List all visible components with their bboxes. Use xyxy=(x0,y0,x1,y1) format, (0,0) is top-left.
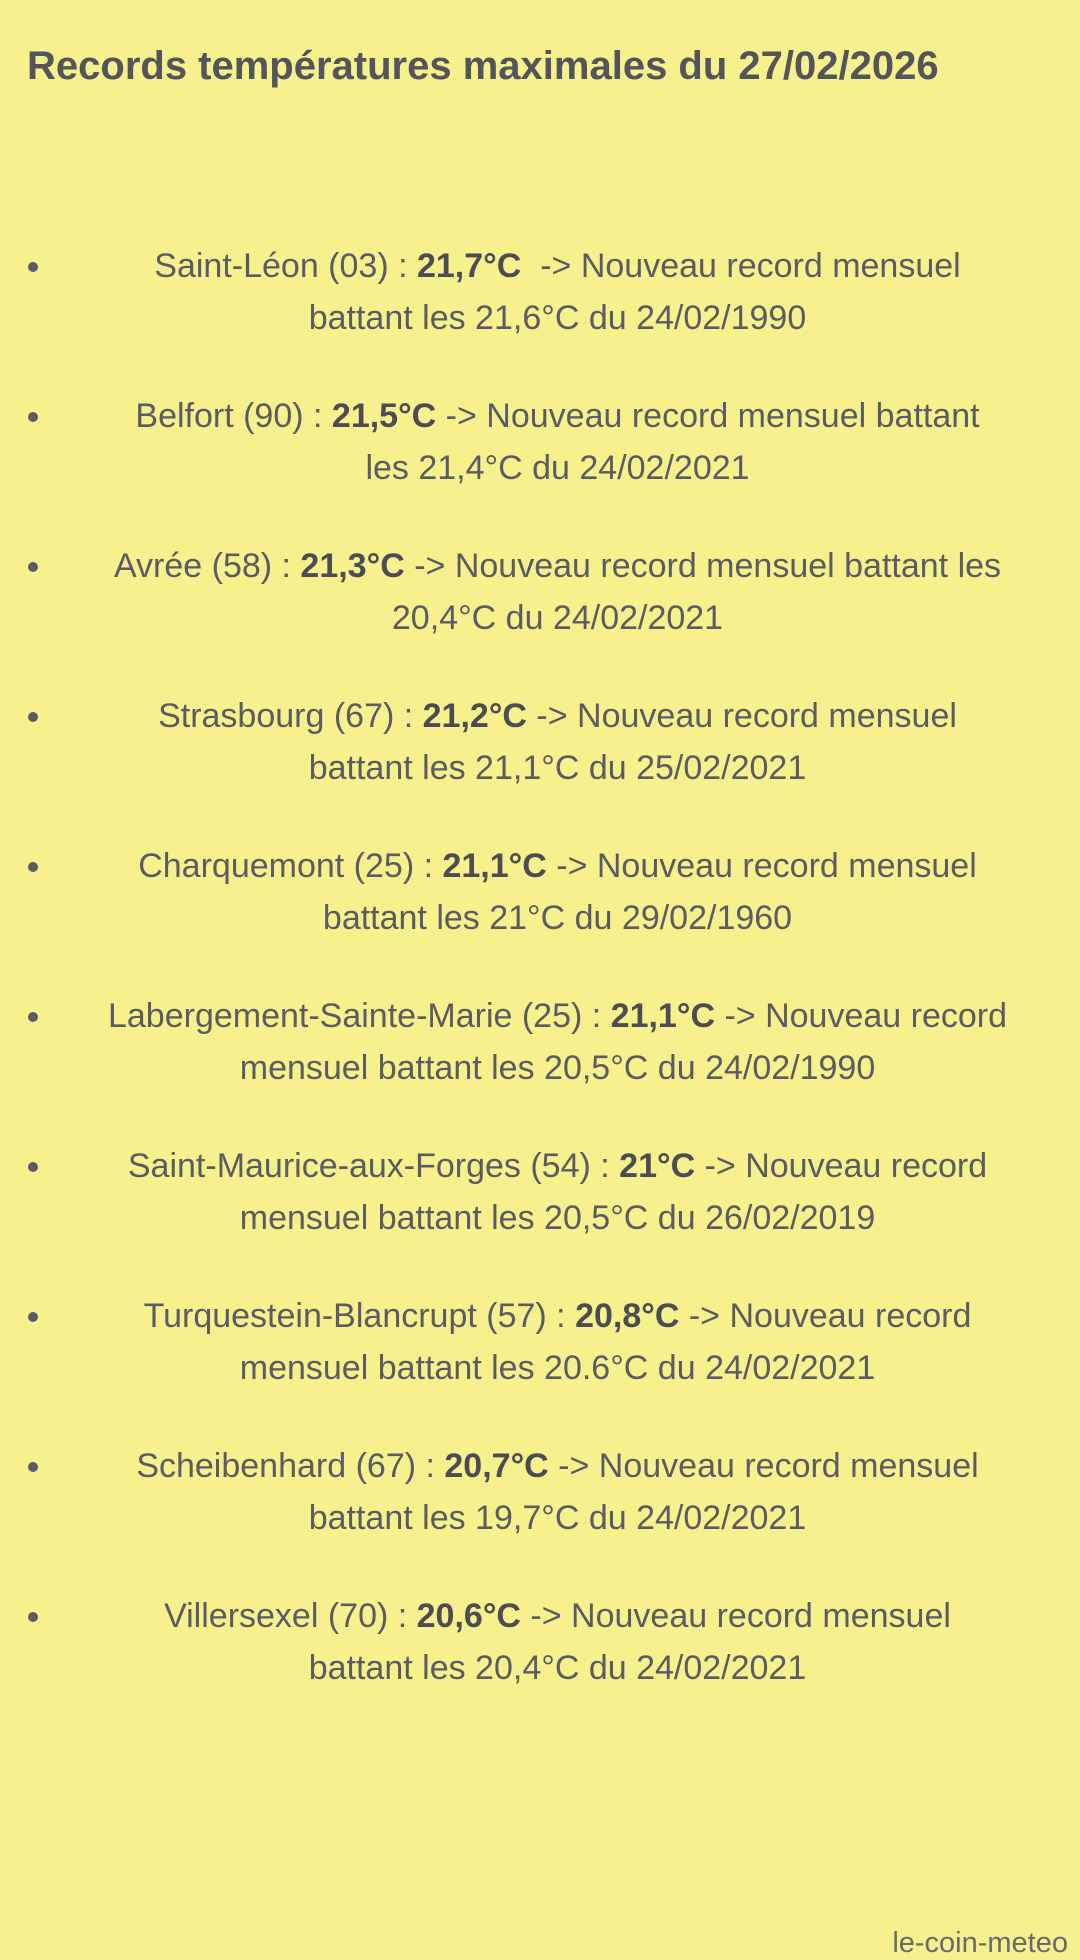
record-prefix: Turquestein-Blancrupt (57) : xyxy=(143,1297,576,1335)
record-prefix: Strasbourg (67) : xyxy=(158,697,423,735)
record-line-1 xyxy=(55,240,1060,292)
record-temperature: 21,5°C xyxy=(331,397,437,435)
record-line-2: 20,4°C du 24/02/2021 xyxy=(391,599,724,637)
record-prefix: Saint-Maurice-aux-Forges (54) : xyxy=(127,1147,620,1185)
record-prefix: Scheibenhard (67) : xyxy=(136,1447,445,1485)
record-description: -> Nouveau record mensuel battant xyxy=(436,397,980,435)
record-description: -> Nouveau record xyxy=(715,997,1007,1035)
record-description: -> Nouveau record mensuel battant les xyxy=(404,547,1002,585)
record-temperature: 21,7°C xyxy=(416,247,522,285)
record-item xyxy=(55,690,1060,794)
record-line-1 xyxy=(55,1590,1060,1642)
record-prefix: Avrée (58) : xyxy=(113,547,301,585)
record-item xyxy=(55,540,1060,644)
record-temperature: 21,1°C xyxy=(442,847,547,885)
record-line-2: battant les 19,7°C du 24/02/2021 xyxy=(308,1499,807,1537)
record-line-2: mensuel battant les 20,5°C du 26/02/2019 xyxy=(239,1199,876,1237)
record-line-2: les 21,4°C du 24/02/2021 xyxy=(365,449,750,487)
record-item xyxy=(55,1290,1060,1394)
record-line-1 xyxy=(55,390,1060,442)
record-line-2: mensuel battant les 20,5°C du 24/02/1990 xyxy=(239,1049,876,1087)
record-item xyxy=(55,390,1060,494)
record-line-2: battant les 21°C du 29/02/1960 xyxy=(322,899,793,937)
record-temperature: 20,6°C xyxy=(416,1597,521,1635)
record-temperature: 20,7°C xyxy=(444,1447,549,1485)
record-description: -> Nouveau record xyxy=(695,1147,988,1185)
record-temperature: 21,3°C xyxy=(300,547,405,585)
footer-credit: le-coin-meteo xyxy=(892,1927,1068,1959)
record-item xyxy=(55,840,1060,944)
record-description: -> Nouveau record mensuel xyxy=(520,1597,951,1635)
record-line-1 xyxy=(55,1140,1060,1192)
record-temperature: 20,8°C xyxy=(575,1297,680,1335)
record-line-1 xyxy=(55,1290,1060,1342)
record-description: -> Nouveau record mensuel xyxy=(548,1447,979,1485)
record-line-1 xyxy=(55,1440,1060,1492)
record-temperature: 21°C xyxy=(619,1147,696,1185)
record-description: -> Nouveau record mensuel xyxy=(546,847,977,885)
record-line-2: mensuel battant les 20.6°C du 24/02/2021 xyxy=(239,1349,876,1387)
record-item xyxy=(55,1140,1060,1244)
record-line-2: battant les 20,4°C du 24/02/2021 xyxy=(308,1649,807,1687)
record-temperature: 21,1°C xyxy=(610,997,715,1035)
record-prefix: Belfort (90) : xyxy=(135,397,332,435)
record-line-2: battant les 21,1°C du 25/02/2021 xyxy=(308,749,807,787)
record-item xyxy=(55,240,1060,344)
record-prefix: Villersexel (70) : xyxy=(164,1597,417,1635)
record-item xyxy=(55,1590,1060,1694)
record-line-1 xyxy=(55,990,1060,1042)
record-line-1 xyxy=(55,690,1060,742)
record-temperature: 21,2°C xyxy=(422,697,527,735)
record-line-1 xyxy=(55,840,1060,892)
record-line-1 xyxy=(55,540,1060,592)
record-prefix: Saint-Léon (03) : xyxy=(154,247,417,285)
record-description: -> Nouveau record xyxy=(679,1297,972,1335)
record-description: -> Nouveau record mensuel xyxy=(526,697,957,735)
records-list xyxy=(0,240,1080,1694)
record-prefix: Charquemont (25) : xyxy=(138,847,443,885)
record-item xyxy=(55,990,1060,1094)
record-description: -> Nouveau record mensuel xyxy=(521,247,961,285)
record-prefix: Labergement-Sainte-Marie (25) : xyxy=(107,997,611,1035)
record-line-2: battant les 21,6°C du 24/02/1990 xyxy=(308,299,807,337)
record-item xyxy=(55,1440,1060,1544)
page-title: Records températures maximales du 27/02/2026 xyxy=(27,44,939,88)
